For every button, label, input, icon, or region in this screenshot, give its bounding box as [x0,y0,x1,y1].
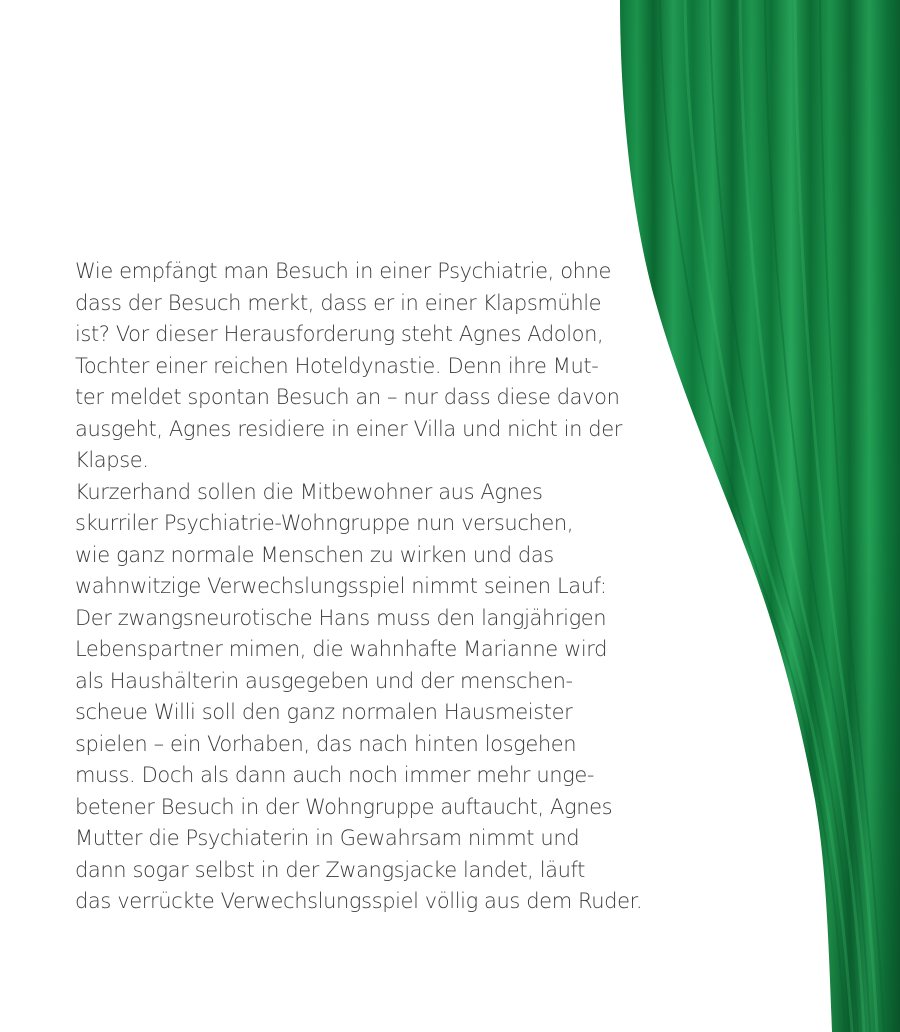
text-line: wie ganz normale Menschen zu wirken und das [75,542,554,567]
text-line: wahnwitzige Verwechslungsspiel nimmt seinen Lauf: [75,574,607,598]
text-line: dann sogar selbst in der Zwangsjacke landet, läuft [75,857,585,882]
text-line: skurriler Psychiatrie-Wohngruppe nun versuchen, [75,511,574,535]
text-line: Tochter einer reichen Hoteldynastie. Denn ihre Mut- [75,353,599,378]
text-line: als Haushälterin ausgegeben und der menschen- [75,668,573,693]
text-line: Wie empfängt man Besuch in einer Psychiatrie, ohne [75,259,611,283]
text-line: ter meldet spontan Besuch an – nur dass diese davon [75,385,620,409]
text-line: spielen – ein Vorhaben, das nach hinten losgehen [75,731,577,756]
text-line: ist? Vor dieser Herausforderung steht Agnes Adolon, [75,322,604,346]
text-line: ausgeht, Agnes residiere in einer Villa und nicht in der [75,416,622,441]
text-line: Der zwangsneurotische Hans muss den langjährigen [75,605,607,630]
text-line: Kurzerhand sollen die Mitbewohner aus Agnes [75,479,543,504]
text-line: das verrückte Verwechslungsspiel völlig aus dem Ruder. [75,889,643,913]
text-line: dass der Besuch merkt, dass er in einer Klapsmühle [75,290,602,315]
text-line: Mutter die Psychiaterin in Gewahrsam nimmt und [75,826,580,850]
text-line: Klapse. [75,448,149,472]
text-line: betener Besuch in der Wohngruppe auftaucht, Agnes [75,794,613,819]
text-line: muss. Doch als dann auch noch immer mehr unge- [75,763,595,787]
text-line: Lebenspartner mimen, die wahnhafte Marianne wird [75,637,608,661]
synopsis-text [75,256,675,918]
text-line: scheue Willi soll den ganz normalen Hausmeister [75,700,573,724]
